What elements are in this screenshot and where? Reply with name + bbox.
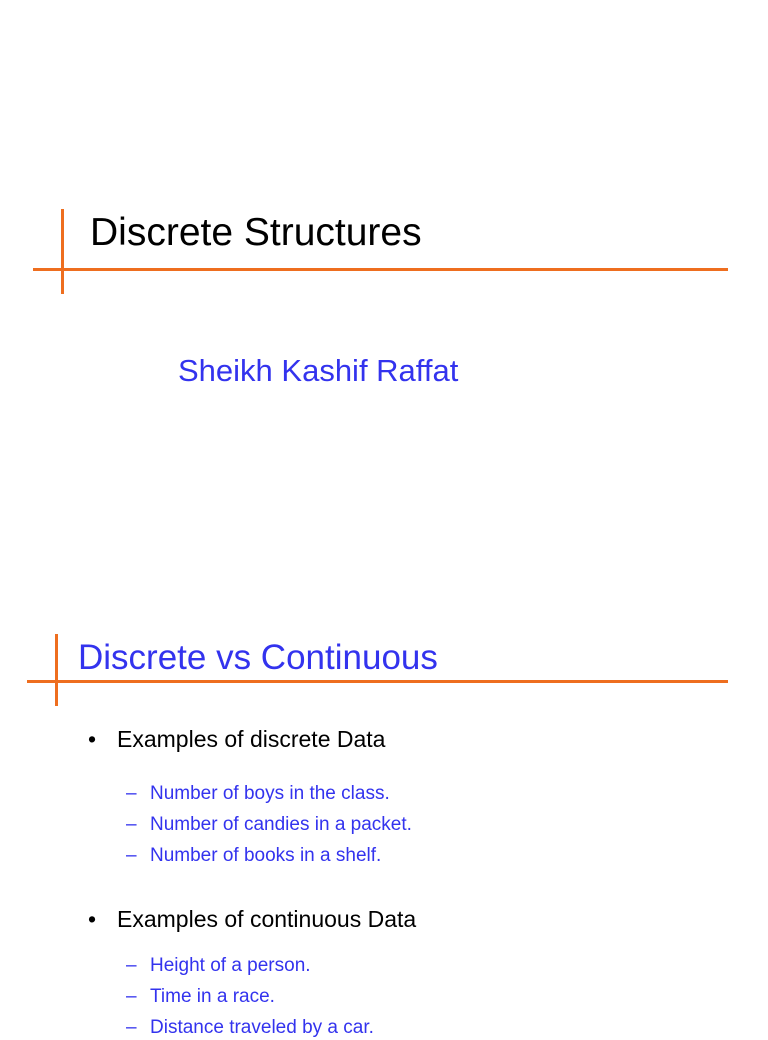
sub-dash: – xyxy=(126,783,137,804)
author-name: Sheikh Kashif Raffat xyxy=(178,353,459,388)
list-item-text: Number of books in a shelf. xyxy=(150,845,382,866)
list-item xyxy=(126,1017,374,1040)
list-item xyxy=(126,783,390,806)
bullet-discrete xyxy=(88,726,385,754)
sub-dash: – xyxy=(126,1017,137,1038)
sub-dash: – xyxy=(126,845,137,866)
slide-title: Discrete Structures xyxy=(90,211,422,254)
list-item-text: Time in a race. xyxy=(150,986,275,1007)
sub-dash: – xyxy=(126,814,137,835)
list-item-text: Number of boys in the class. xyxy=(150,783,390,804)
list-item xyxy=(126,986,275,1009)
list-item-text: Height of a person. xyxy=(150,955,311,976)
title-accent-bar xyxy=(61,209,64,294)
sub-dash: – xyxy=(126,955,137,976)
content-slide xyxy=(0,512,768,1038)
sub-dash: – xyxy=(126,986,137,1007)
title-accent-bar xyxy=(55,634,58,706)
list-item-text: Number of candies in a packet. xyxy=(150,814,412,835)
title-slide xyxy=(0,0,768,512)
bullet-text: Examples of continuous Data xyxy=(117,906,417,932)
bullet-dot: • xyxy=(88,906,97,932)
list-item xyxy=(126,845,381,868)
bullet-dot: • xyxy=(88,726,97,752)
list-item-text: Distance traveled by a car. xyxy=(150,1017,374,1038)
bullet-continuous xyxy=(88,906,416,934)
slide-title: Discrete vs Continuous xyxy=(78,638,438,677)
list-item xyxy=(126,955,311,978)
title-underline xyxy=(33,268,728,271)
bullet-text: Examples of discrete Data xyxy=(117,726,386,752)
list-item xyxy=(126,814,412,837)
title-underline xyxy=(27,680,728,683)
